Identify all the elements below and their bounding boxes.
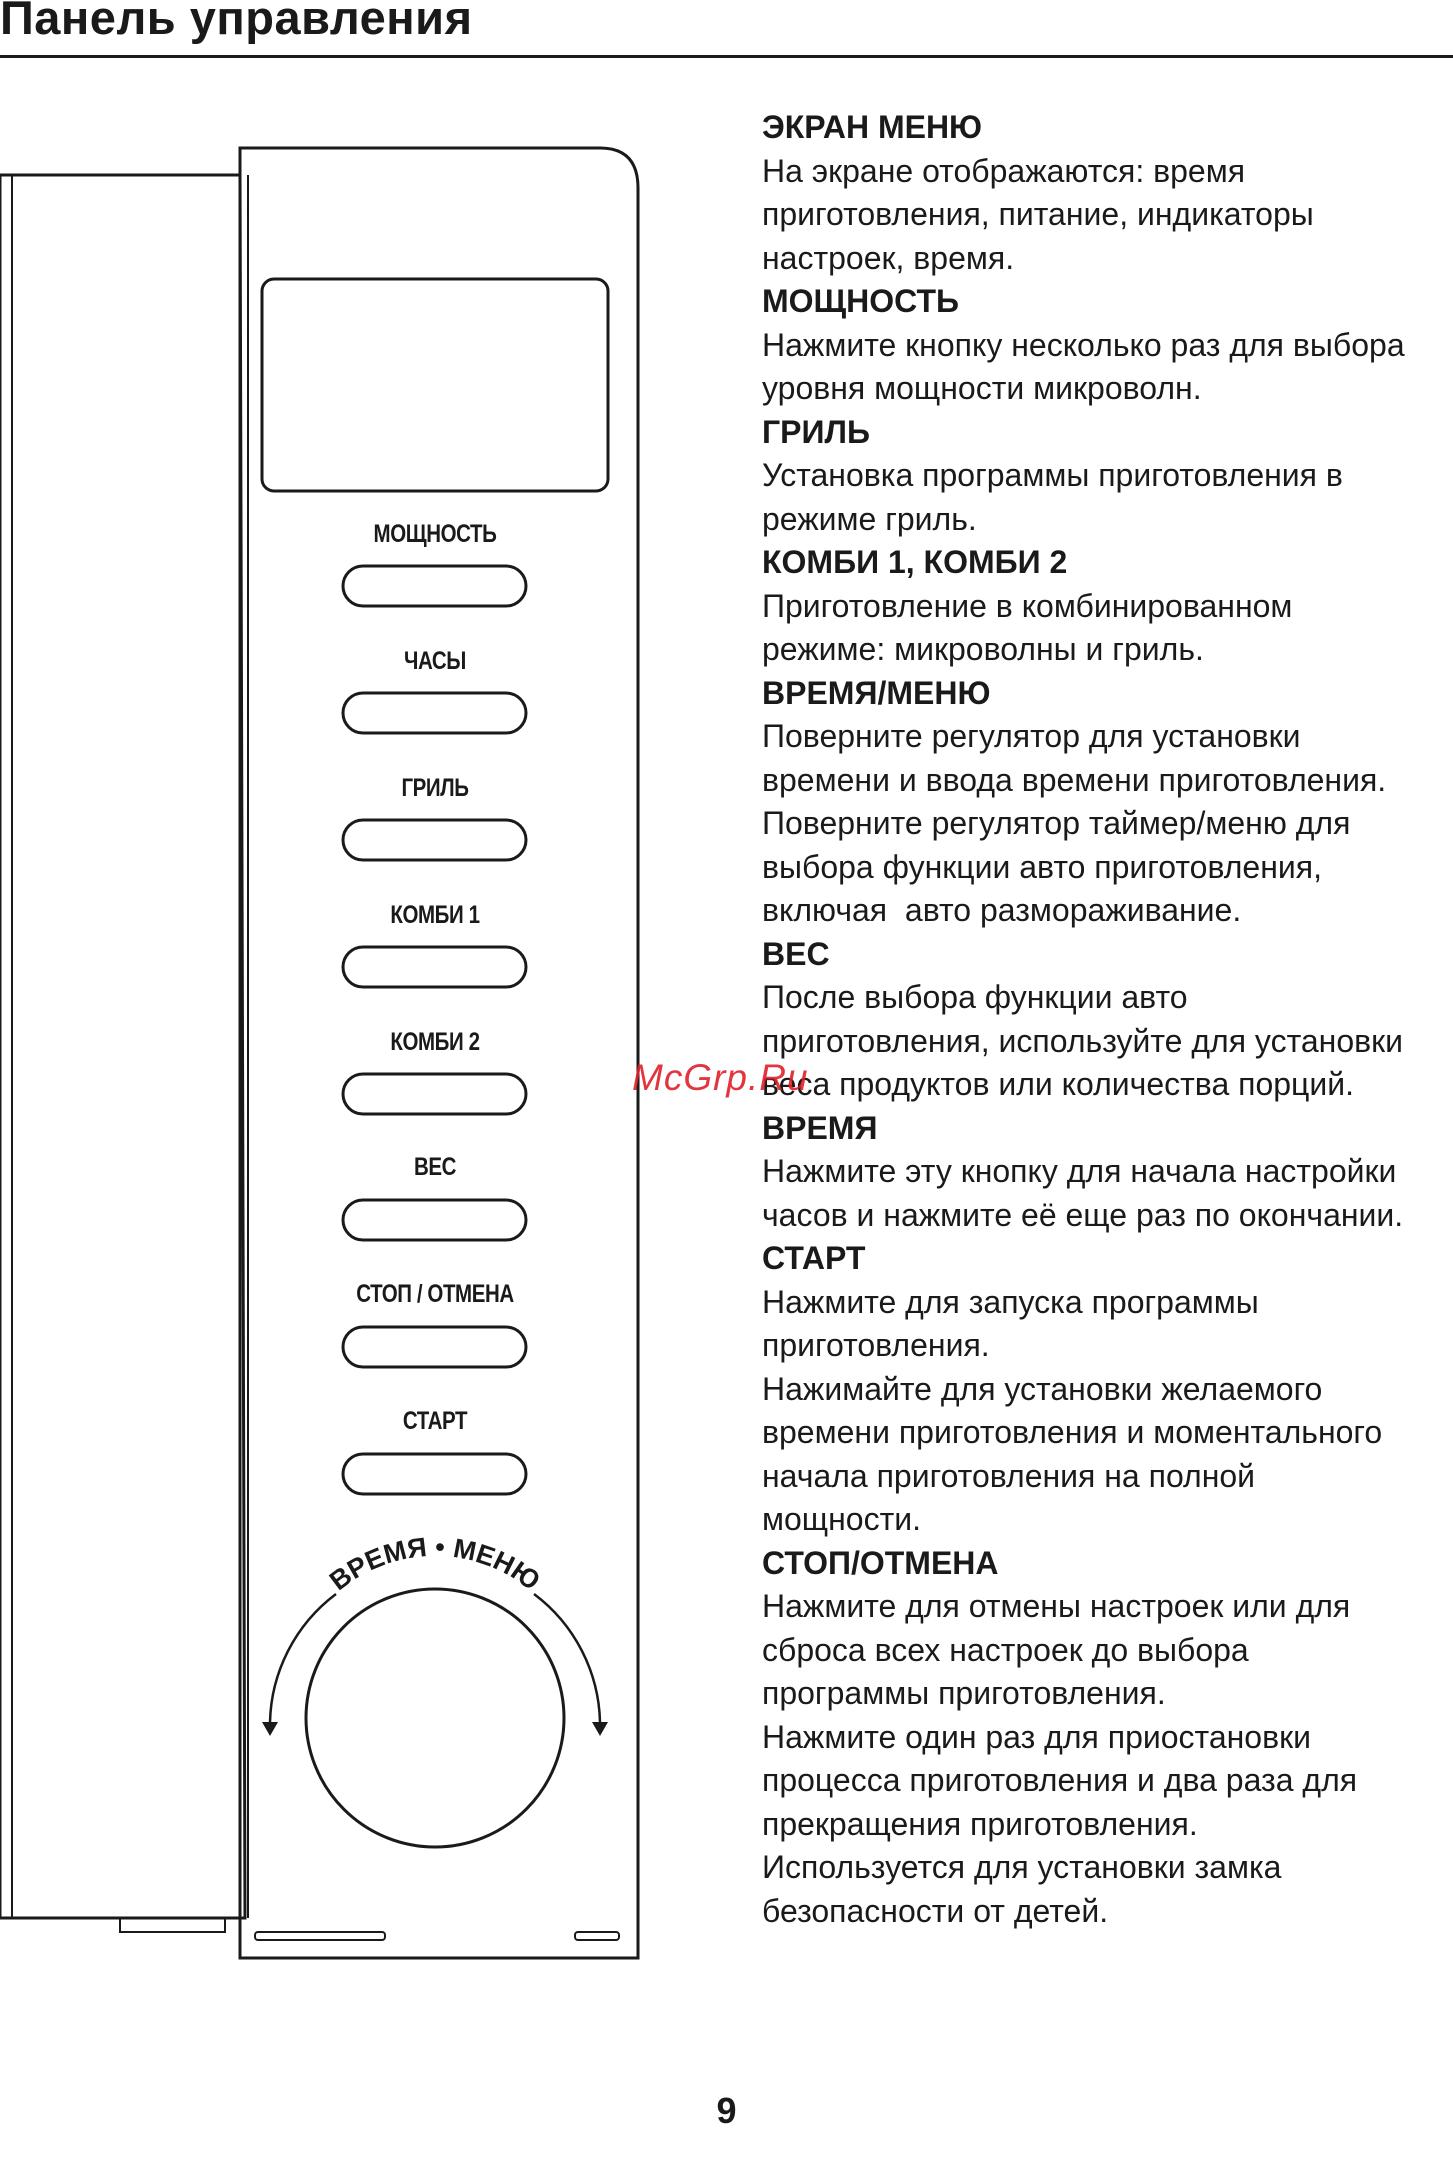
combi1-button xyxy=(343,947,526,987)
grill-button xyxy=(343,820,526,860)
desc-text: приготовления, используйте для установки xyxy=(762,1022,1403,1059)
desc-heading: ВЕС xyxy=(762,935,830,972)
weight-button xyxy=(343,1200,526,1240)
desc-text: часов и нажмите её еще раз по окончании. xyxy=(762,1196,1404,1233)
dial-arrow-left xyxy=(270,1594,336,1722)
desc-text: Поверните регулятор для установки xyxy=(762,718,1301,754)
desc-text: настроек, время. xyxy=(762,239,1015,276)
desc-power xyxy=(762,280,1452,411)
desc-weight xyxy=(762,933,1452,1107)
desc-grill xyxy=(762,411,1452,542)
desc-text: выбора функции авто приготовления, xyxy=(762,848,1322,885)
panel-label-combi2: КОМБИ 2 xyxy=(390,1028,480,1056)
desc-text: времени и ввода времени приготовления. xyxy=(762,761,1387,798)
desc-text: приготовления. xyxy=(762,1327,990,1363)
desc-time-menu xyxy=(762,672,1452,933)
page-number: 9 xyxy=(716,2090,737,2131)
desc-text: мощности. xyxy=(762,1501,922,1537)
desc-text: включая авто размораживание. xyxy=(762,892,1242,928)
desc-combi xyxy=(762,541,1452,672)
desc-heading: МОЩНОСТЬ xyxy=(762,283,960,319)
desc-clock xyxy=(762,1107,1452,1238)
desc-display-menu xyxy=(762,106,1452,280)
panel-label-weight: ВЕС xyxy=(413,1153,457,1181)
desc-text: Установка программы приготовления в xyxy=(762,457,1343,493)
panel-label-start: СТАРТ xyxy=(402,1407,468,1435)
desc-text: веса продуктов или количества порций. xyxy=(762,1066,1355,1102)
panel-label-combi1: КОМБИ 1 xyxy=(390,901,480,929)
control-panel-diagram xyxy=(0,0,660,1980)
desc-text: процесса приготовления и два раза для xyxy=(762,1762,1358,1798)
display-screen xyxy=(262,279,608,491)
clock-button xyxy=(343,693,526,733)
desc-text: режиме: микроволны и гриль. xyxy=(762,631,1204,667)
desc-text: Поверните регулятор таймер/меню для xyxy=(762,805,1351,841)
desc-text: безопасности от детей. xyxy=(762,1892,1109,1929)
desc-text: прекращения приготовления. xyxy=(762,1805,1198,1842)
desc-text: Нажмите для отмены настроек или для xyxy=(762,1588,1351,1624)
desc-text: После выбора функции авто xyxy=(762,979,1188,1015)
desc-heading: ВРЕМЯ/МЕНЮ xyxy=(762,674,991,711)
panel-label-clock: ЧАСЫ xyxy=(404,647,466,675)
desc-text: режиме гриль. xyxy=(762,500,977,537)
stop-cancel-button xyxy=(343,1327,526,1367)
desc-text: Нажмите эту кнопку для начала настройки xyxy=(762,1153,1397,1189)
dial-arrow-right xyxy=(534,1594,600,1722)
desc-text: начала приготовления на полной xyxy=(762,1457,1256,1494)
desc-text: Приготовление в комбинированном xyxy=(762,587,1293,624)
desc-text: уровня мощности микроволн. xyxy=(762,370,1202,406)
dial-label: ВРЕМЯ • МЕНЮ xyxy=(324,1531,546,1597)
desc-text: Нажмите один раз для приостановки xyxy=(762,1718,1311,1755)
start-button xyxy=(343,1454,526,1494)
desc-heading: ГРИЛЬ xyxy=(762,413,870,450)
desc-heading: КОМБИ 1, КОМБИ 2 xyxy=(762,544,1068,580)
panel-label-grill: ГРИЛЬ xyxy=(401,774,469,802)
desc-text: Нажмите для запуска программы xyxy=(762,1283,1259,1320)
desc-stop-cancel xyxy=(762,1542,1452,1934)
time-menu-dial xyxy=(306,1589,564,1847)
watermark: McGrp.Ru xyxy=(632,1057,809,1098)
desc-heading: СТОП/ОТМЕНА xyxy=(762,1544,999,1581)
desc-text: приготовления, питание, индикаторы xyxy=(762,196,1314,232)
panel-side-frame xyxy=(0,175,245,1918)
desc-text: программы приготовления. xyxy=(762,1675,1166,1711)
desc-text: На экране отображаются: время xyxy=(762,152,1246,189)
combi2-button xyxy=(343,1074,526,1114)
desc-start xyxy=(762,1237,1452,1542)
desc-heading: ВРЕМЯ xyxy=(762,1109,878,1146)
function-descriptions xyxy=(762,106,1452,1933)
desc-text: сброса всех настроек до выбора xyxy=(762,1631,1249,1668)
desc-text: Нажимайте для установки желаемого xyxy=(762,1370,1323,1407)
desc-text: Используется для установки замка xyxy=(762,1849,1282,1885)
desc-text: Нажмите кнопку несколько раз для выбора xyxy=(762,326,1405,363)
desc-heading: ЭКРАН МЕНЮ xyxy=(762,109,983,145)
desc-text: времени приготовления и моментального xyxy=(762,1414,1383,1450)
power-button xyxy=(343,566,526,606)
panel-label-power: МОЩНОСТЬ xyxy=(373,520,497,548)
page-title: Панель управления xyxy=(0,0,473,44)
panel-label-stop-cancel: СТОП / ОТМЕНА xyxy=(356,1280,514,1308)
desc-heading: СТАРТ xyxy=(762,1240,866,1276)
